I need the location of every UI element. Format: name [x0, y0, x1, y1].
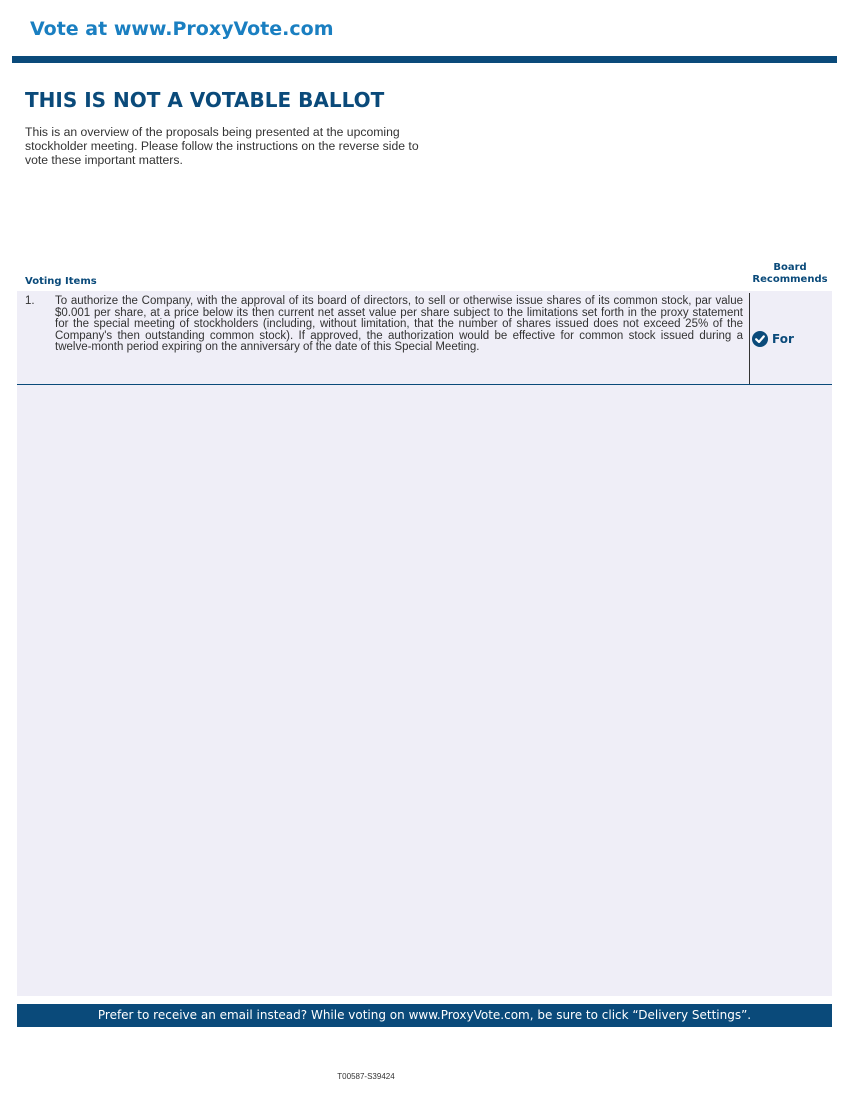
content-panel	[17, 291, 832, 996]
column-divider	[749, 293, 750, 384]
delivery-settings-banner: Prefer to receive an email instead? While voting on www.ProxyVote.com, be sure to click “Delivery Settings”.	[17, 1004, 832, 1027]
board-recommends-heading	[746, 262, 834, 286]
recommendation-label: For	[772, 332, 794, 346]
voting-items-heading: Voting Items	[25, 276, 97, 287]
header-divider	[12, 56, 837, 63]
page-title: THIS IS NOT A VOTABLE BALLOT	[25, 88, 385, 112]
board-recommends-line1: Board	[773, 262, 807, 273]
row-divider	[17, 384, 832, 385]
intro-text: This is an overview of the proposals being presented at the upcoming stockholder meeting. Please follow the instructions on the reverse side to vote these important matters.	[25, 125, 419, 167]
document-code: T00587-S39424	[337, 1072, 395, 1081]
voting-item-row	[17, 291, 832, 384]
check-circle-icon	[752, 331, 768, 347]
proxyvote-link[interactable]: Vote at www.ProxyVote.com	[30, 18, 334, 40]
item-text: To authorize the Company, with the approval of its board of directors, to sell or otherwise issue shares of its common stock, par value $0.001 per share, at a price below its then current net asset value per share subject to the limitations set forth in the proxy statement for the special meeting of stockholders (including, without limitation, that the number of shares issued does not exceed 25% of the Company's then outstanding common stock). If approved, the authorization would be effective for common stock issued during a twelve-month period expiring on the anniversary of the date of this Special Meeting.	[55, 295, 743, 353]
board-recommends-line2: Recommends	[752, 274, 828, 285]
item-number: 1.	[25, 295, 35, 307]
board-recommendation	[752, 331, 794, 347]
